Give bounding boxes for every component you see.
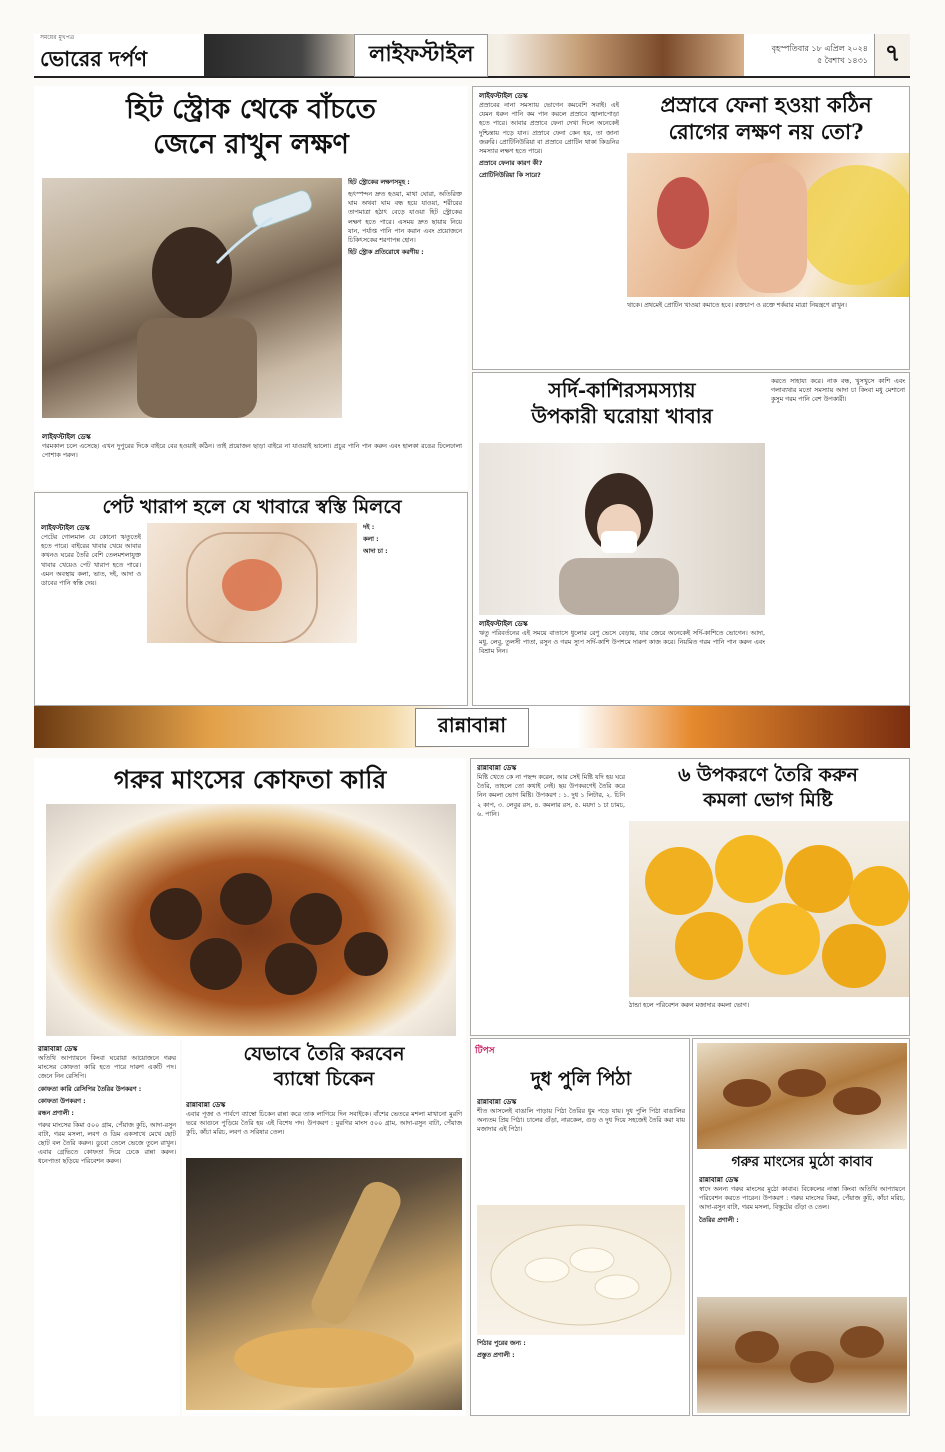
bamboo-chicken-photo (186, 1158, 462, 1410)
pitha-body-paragraph: শীত আসলেই বাঙালি পাড়ায় পিঠা তৈরির ধুম পড়ে যায়। দুধ পুলি পিঠা বাঙালির অন্যতম প্রিয় পিঠা। চালের গুঁড়া, নারকেল, গুড় ও দুধ দিয়ে সহজেই তৈরি করা যায় মজাদার এই পিঠা। (477, 1108, 685, 1134)
heatstroke-headline-line1: হিট স্ট্রোক থেকে বাঁচতে (126, 94, 376, 125)
bamboo-byline: রান্নাবান্না ডেস্ক (186, 1101, 226, 1109)
urine-byline: লাইফস্টাইল ডেস্ক (479, 92, 528, 100)
stomach-subheading-ginger-tea: আদা চা : (363, 548, 388, 556)
bamboo-headline (182, 1042, 466, 1091)
heatstroke-article (34, 86, 468, 490)
misti-headline-line1: ৬ উপকরণে তৈরি করুন (678, 764, 858, 786)
kofta-kofta-heading: কোফতা উপকরণ : (38, 1097, 86, 1105)
stomach-headline: পেট খারাপ হলে যে খাবারে স্বস্তি মিলবে (102, 496, 402, 518)
urine-body-text: প্রস্রাবের নানা সমস্যায় ভোগেন কমবেশি সবাই। এই যেমন ধরুন পানি কম পান করলে প্রস্রাবে জ্বালাপোড়া হতে পারে। আবার প্রস্রাবে ফেনা দেখা দিলে অনেকেই দুশ্চিন্তায় পড়ে যান। প্রস্রাবে ফেনা কেন হয়, তা জানা জরুরি। প্রোটিনিউরিয়া বা প্রস্রাবে প্রোটিন থাকা কিডনির সমস্যার লক্ষণ হতে পারে। (479, 102, 619, 155)
date-bengali: ৫ বৈশাখ ১৪৩১ (816, 56, 868, 65)
kofta-recipe-column (34, 1040, 180, 1174)
kofta-balls-icon (46, 804, 456, 1036)
stomach-article (34, 492, 468, 706)
urine-subheading-cure: প্রোটিনিউরিয়া কি সারে? (479, 172, 541, 180)
heatstroke-headline (34, 92, 468, 162)
cold-right-column (771, 377, 905, 703)
cold-headline (477, 377, 767, 429)
heatstroke-subheading-symptoms: হিট স্ট্রোকের লক্ষণসমূহ : (348, 179, 410, 186)
masthead-banner-image (204, 34, 744, 76)
page-number: ৭ (874, 34, 910, 76)
paper-name: ভোরের দর্পণ (40, 46, 148, 71)
urine-left-column (479, 91, 619, 367)
kofta-method-heading: রন্ধন প্রণালী : (38, 1109, 74, 1117)
kofta-byline: রান্নাবান্না ডেস্ক (38, 1045, 78, 1053)
heatstroke-side-column (348, 178, 462, 428)
stomach-left-column (41, 523, 141, 701)
heatstroke-byline: লাইফস্টাইল ডেস্ক (42, 433, 91, 441)
heatstroke-subheading-prevention: হিট স্ট্রোক প্রতিরোধে করণীয় : (348, 248, 424, 256)
kabab-method-heading: তৈরির প্রণালী : (699, 1216, 739, 1224)
stomach-right-column (363, 523, 463, 701)
cold-side-paragraph: করতে সাহায্য করে। নাক বন্ধ, খুসখুসে কাশি এবং গলাব্যথার মতো সমস্যায় আদা চা কিংবা মধু মেশানো কুসুম গরম পানি বেশ উপকারী। (771, 378, 905, 404)
kabab-body-paragraph: স্বাদে অনন্য গরুর মাংসের মুঠো কাবাব। বিকেলের নাস্তা কিংবা অতিথি আপ্যায়নে পরিবেশন করতে পারেন। উপকরণ : গরুর মাংসের কিমা, পেঁয়াজ কুচি, কাঁচা মরিচ, আদা-রসুন বাটা, গরম মসলা, বিস্কুটের গুঁড়া ও তেল। (699, 1186, 905, 1212)
urine-side-paragraph: থাকে। প্রথমেই প্রোটিন খাওয়া কমাতে হবে। রক্তচাপ ও রক্তে শর্করার মাত্রা নিয়ন্ত্রণে রাখুন। (627, 302, 847, 309)
tissue-icon (479, 443, 765, 615)
cold-byline: লাইফস্টাইল ডেস্ক (479, 620, 528, 628)
urine-headline (623, 91, 909, 146)
pitha-method-heading: প্রস্তুত প্রণালী : (477, 1352, 515, 1360)
misti-caption: ঠান্ডা হলে পরিবেশন করুন মজাদার কমলা ভোগ। (629, 1002, 750, 1009)
masthead-tagline: সময়ের মুখপত্র (40, 34, 75, 41)
misti-left-column (477, 763, 625, 1033)
urine-headline-line2: রোগের লক্ষণ নয় তো? (668, 119, 864, 145)
kofta-curry-photo (46, 804, 456, 1036)
pitha-ingredients-heading: পিঠার পুরের জন্য : (477, 1340, 526, 1347)
stomach-subheading-yogurt: দই : (363, 524, 375, 531)
cooking-section-label: রান্নাবান্না (415, 708, 529, 747)
pitha-headline: দুধ পুলি পিঠা (530, 1068, 632, 1090)
masthead-date (744, 34, 874, 76)
bamboo-body-paragraph: এবার পূজা ও পার্বণে ব্যাম্বো চিকেন রান্না করে তাক লাগিয়ে দিন সবাইকে। বাঁশের ভেতরে মশলা মাখানো মুরগি ভরে আগুনে পুড়িয়ে তৈরি হয় এই বিশেষ পদ। উপকরণ : মুরগির মাংস ৫০০ গ্রাম, আদা-রসুন বাটা, পেঁয়াজ কুচি, কাঁচা মরিচ, লবণ ও সরিষার তেল। (186, 1111, 462, 1137)
heatstroke-bottom-paragraph: গরমকাল চলে এসেছে। এখন দুপুরের দিকে বাইরে বের হওয়াই কঠিন। তাই প্রয়োজন ছাড়া বাইরে না যাওয়াই ভালো। প্রচুর পানি পান করুন এবং হালকা রঙের ঢিলেঢালা পোশাক পরুন। (42, 443, 462, 460)
kabab-byline: রান্নাবান্না ডেস্ক (699, 1176, 739, 1184)
kidney-photo (627, 153, 909, 297)
bamboo-headline-line2: ব্যাম্বো চিকেন (273, 1067, 375, 1090)
man-pouring-water-icon (42, 178, 342, 418)
urine-right-text (627, 301, 907, 365)
kofta-recipe-text (34, 1040, 180, 1416)
date-gregorian: বৃহস্পতিবার ১৮ এপ্রিল ২০২৪ (771, 44, 868, 53)
pitha-body-text (477, 1097, 685, 1203)
kofta-body: গরুর মাংসের কিমা ৫০০ গ্রাম, পেঁয়াজ কুচি, আদা-রসুন বাটা, গরম মসলা, লবণ ও ডিম একসাথে মেখে ছোট ছোট বল তৈরি করুন। ডুবো তেলে ভেজে তুলে রাখুন। এবার গ্রেভিতে কোফতা দিয়ে ঢেকে রান্না করুন। ধনেপাতা ছড়িয়ে পরিবেশন করুন। (38, 1121, 176, 1166)
kofta-intro: অতিথি আপ্যায়নে কিংবা ঘরোয়া আয়োজনে গরুর মাংসের কোফতা কারি হতে পারে দারুণ একটি পদ। জেনে নিন রেসিপি। (38, 1055, 176, 1081)
cooking-section-banner (34, 706, 910, 748)
misti-headline (627, 763, 909, 812)
stomach-subheading-banana: কলা : (363, 536, 379, 544)
kofta-article (34, 758, 466, 1040)
sneezing-woman-photo (479, 443, 765, 615)
kidney-icon (627, 153, 909, 297)
tips-ribbon: টিপস (475, 1046, 495, 1056)
section-title: লাইফস্টাইল (354, 34, 488, 77)
pitha-byline: রান্নাবান্না ডেস্ক (477, 1098, 517, 1106)
pitha-recipe-text (477, 1339, 685, 1413)
kabab-body-text (699, 1175, 905, 1293)
urine-headline-line1: প্রস্রাবে ফেনা হওয়া কঠিন (660, 92, 872, 117)
heatstroke-symptoms-text: হৃৎস্পন্দন দ্রুত হওয়া, মাথা ঘোরা, অতিরিক্ত ঘাম অথবা ঘাম বন্ধ হয়ে যাওয়া, শরীরের তাপমাত্রা হঠাৎ বেড়ে যাওয়া হিট স্ট্রোকের লক্ষণ হতে পারে। এসময় দ্রুত ছায়ায় নিয়ে যান, পর্যাপ্ত পানি পান করান এবং প্রয়োজনে চিকিৎসকের শরণাপন্ন হোন। (348, 191, 462, 244)
misti-byline: রান্নাবান্না ডেস্ক (477, 764, 517, 772)
bamboo-headline-line1: যেভাবে তৈরি করবেন (243, 1043, 405, 1065)
kofta-headline: গরুর মাংসের কোফতা কারি (113, 765, 387, 794)
kabab-photo-top (697, 1043, 907, 1149)
dudh-puli-photo (477, 1205, 685, 1335)
bamboo-icon (186, 1158, 462, 1410)
kabab-icon (697, 1043, 907, 1149)
bamboo-body-text (186, 1100, 462, 1156)
urine-article (472, 86, 910, 370)
heatstroke-headline-line2: জেনে রাখুন লক্ষণ (153, 129, 349, 161)
cold-body-paragraph: ঋতু পরিবর্তনের এই সময়ে বাতাসে ধুলোর রেণু ভেসে বেড়ায়, যার জেরে অনেকেই সর্দি-কাশিতে ভোগেন। আদা, মধু, লেবু, তুলসী পাতা, রসুন ও গরম স্যুপ সর্দি-কাশি উপশমে দারুণ কাজ করে। নিয়মিত গরম পানি পান করুন এবং বিশ্রাম নিন। (479, 630, 765, 656)
masthead (34, 34, 910, 78)
bamboo-chicken-article (182, 1040, 466, 1416)
heatstroke-bottom-text (42, 432, 462, 484)
misti-article (470, 758, 910, 1036)
sweets-icon (629, 821, 909, 997)
kabab-headline: গরুর মাংসের মুঠো কাবাব (731, 1154, 873, 1170)
kabab-photo-bottom (697, 1297, 907, 1413)
heatstroke-photo (42, 178, 342, 418)
masthead-logo (34, 34, 204, 76)
cold-headline-line1: সর্দি-কাশিরসমস্যায় (548, 378, 696, 402)
kabab-article (692, 1038, 910, 1416)
misti-body-paragraph: মিষ্টি খেতে কে না পছন্দ করেন, আর সেই মিষ্টি যদি হয় ঘরে তৈরি, তাহলে তো কথাই নেই। ছয় উপকরণেই তৈরি করে নিন কমলা ভোগ মিষ্টি। উপকরণ : ১. দুধ ১ লিটার, ২. চিনি ২ কাপ, ৩. লেবুর রস, ৪. কমলার রস, ৫. ময়দা ১ চা চামচ, ৬. পানি। (477, 774, 625, 818)
urine-subheading-cause: প্রস্রাবে ফেনার কারণ কী? (479, 159, 543, 167)
cold-bottom-text (479, 619, 765, 703)
pitha-icon (477, 1205, 685, 1335)
kofta-ingredients-heading: কোফতা কারি রেসিপির তৈরির উপকরণ : (38, 1085, 142, 1093)
stomach-ache-photo (147, 523, 357, 643)
pitha-article (470, 1038, 690, 1416)
kamala-bhog-photo (629, 821, 909, 997)
stomach-body-paragraph: পেটের গোলমাল যে কোনো ঋতুতেই হতে পারে। বাইরের খাবার খেয়ে আবার কখনও ঘরের তৈরি বেশি তেলমশলাযুক্ত খাবার খেয়েও পেট খারাপ হতে পারে। এমন অবস্থায় কলা, ভাত, দই, আদা ও ডাবের পানি স্বস্তি দেয়। (41, 534, 141, 587)
cold-headline-line2: উপকারী ঘরোয়া খাবার (531, 404, 713, 428)
cold-article (472, 372, 910, 706)
kabab-plate-icon (697, 1297, 907, 1413)
misti-headline-line2: কমলা ভোগ মিষ্টি (703, 788, 833, 811)
stomach-byline: লাইফস্টাইল ডেস্ক (41, 524, 90, 532)
stomach-icon (147, 523, 357, 643)
